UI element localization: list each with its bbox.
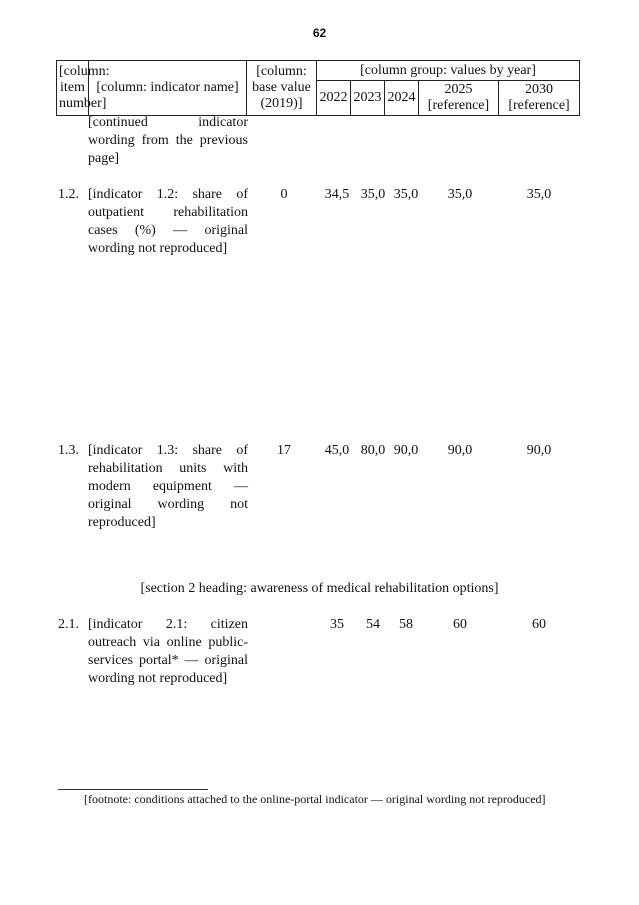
header-values-by-year: [column group: values by year] (317, 61, 580, 81)
row-base-value: 17 (277, 443, 291, 458)
row-value-2023: 54 (366, 617, 380, 632)
footnote: [footnote: conditions attached to the online-portal indicator — original wording not reproduced] (84, 792, 546, 806)
row-value-2025: 90,0 (447, 443, 473, 458)
row-number: 1.2. (58, 187, 79, 202)
continued-indicator-text: [continued indicator wording from the previous page] (88, 115, 248, 166)
page-number: 62 (312, 26, 327, 40)
header-year-2024: 2024 (385, 81, 419, 116)
row-value-2024: 58 (399, 617, 413, 632)
row-value-2023: 35,0 (360, 187, 386, 202)
header-year-2025: 2025 [reference] (419, 81, 499, 116)
header-year-2022: 2022 (317, 81, 351, 116)
row-value-2022: 45,0 (324, 443, 350, 458)
header-base-value: [column: base value (2019)] (247, 61, 317, 116)
section-title: [section 2 heading: awareness of medical rehabilitation options] (140, 581, 499, 596)
header-indicator-name: [column: indicator name] (89, 61, 247, 116)
row-value-2030: 35,0 (526, 187, 552, 202)
row-value-2025: 60 (453, 617, 467, 632)
row-value-2030: 90,0 (526, 443, 552, 458)
row-value-2024: 90,0 (393, 443, 419, 458)
header-year-2023: 2023 (351, 81, 385, 116)
header-number: [column: item number] (57, 61, 89, 116)
row-indicator-name: [indicator 2.1: citizen outreach via online public-services portal* — original wording not reproduced] (88, 617, 248, 686)
row-number: 1.3. (58, 443, 79, 458)
table-header (56, 60, 580, 116)
row-value-2023: 80,0 (360, 443, 386, 458)
header-year-2030: 2030 [reference] (499, 81, 580, 116)
row-value-2024: 35,0 (393, 187, 419, 202)
row-indicator-name: [indicator 1.2: share of outpatient rehabilitation cases (%) — original wording not reproduced] (88, 187, 248, 256)
row-indicator-name: [indicator 1.3: share of rehabilitation units with modern equipment — original wording not reproduced] (88, 443, 248, 530)
footnote-divider (58, 789, 208, 790)
row-value-2022: 35 (330, 617, 344, 632)
row-number: 2.1. (58, 617, 79, 632)
row-base-value: 0 (280, 187, 288, 202)
row-value-2030: 60 (532, 617, 546, 632)
row-value-2022: 34,5 (324, 187, 350, 202)
row-value-2025: 35,0 (447, 187, 473, 202)
